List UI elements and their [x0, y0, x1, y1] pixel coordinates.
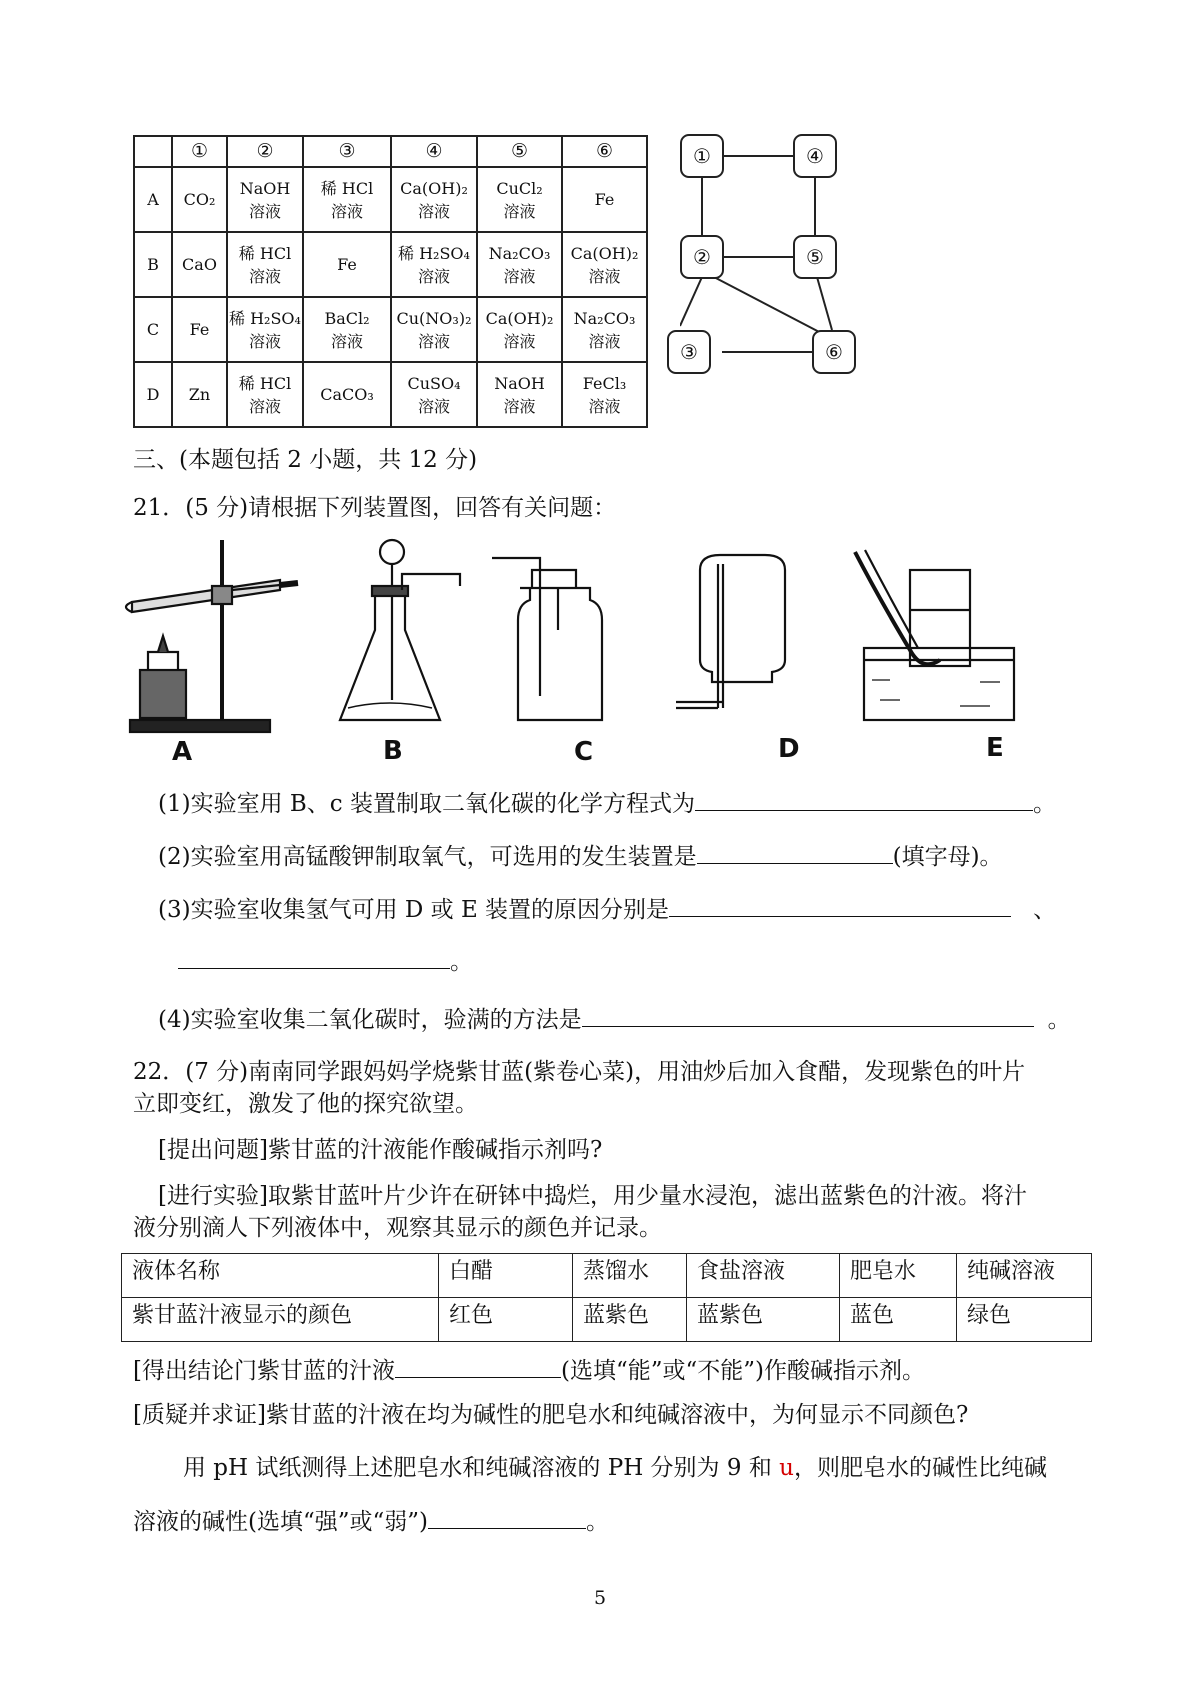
table-cell: 稀 HCl 溶液: [303, 167, 391, 232]
q22-experiment-2: 液分别滴人下列液体中，观察其显示的颜色并记录。: [133, 1215, 662, 1241]
table-row: [122, 1254, 1092, 1298]
table-cell: 绿色: [957, 1298, 1092, 1342]
table-cell: 白醋: [439, 1254, 573, 1298]
apparatus-label-b: B: [383, 736, 403, 766]
section-heading: 三、(本题包括 2 小题，共 12 分): [133, 447, 478, 473]
answer-blank[interactable]: [395, 1355, 561, 1378]
table-cell: Fe: [303, 232, 391, 297]
table-cell: 蒸馏水: [573, 1254, 687, 1298]
table-cell: BaCl₂ 溶液: [303, 297, 391, 362]
table-cell: 稀 HCl 溶液: [227, 232, 303, 297]
apparatus-label-c: C: [574, 737, 594, 767]
row-label: A: [134, 167, 172, 232]
reagent-table: [133, 135, 648, 428]
table-cell: FeCl₃ 溶液: [562, 362, 647, 427]
table-row: [122, 1298, 1092, 1342]
column-header: ③: [303, 136, 391, 167]
q22-stem-1: 22．(7 分)南南同学跟妈妈学烧紫甘蓝(紫卷心菜)，用油炒后加入食醋，发现紫色的叶片: [133, 1059, 1026, 1085]
node-4: ④: [793, 134, 837, 178]
q22-ph-line-2: 溶液的碱性(选填“强”或“弱”) 。: [133, 1506, 609, 1537]
apparatus-label-a: A: [172, 737, 193, 767]
node-2: ②: [680, 235, 724, 279]
column-header: ②: [227, 136, 303, 167]
answer-blank[interactable]: [582, 1004, 1034, 1027]
table-cell: Cu(NO₃)₂ 溶液: [391, 297, 477, 362]
apparatus-label-d: D: [778, 734, 800, 764]
table-cell: Zn: [172, 362, 227, 427]
node-6: ⑥: [812, 330, 856, 374]
q21-part-3: (3)实验室收集氢气可用 D 或 E 装置的原因分别是 、: [158, 894, 1056, 925]
table-row: [134, 297, 647, 362]
row-label: D: [134, 362, 172, 427]
apparatus-drawing: [120, 530, 1110, 770]
page-number: 5: [594, 1587, 607, 1609]
table-cell: CaO: [172, 232, 227, 297]
q21-part-4: (4)实验室收集二氧化碳时，验满的方法是 。: [158, 1004, 1071, 1035]
q22-question: [提出问题]紫甘蓝的汁液能作酸碱指示剂吗?: [158, 1137, 603, 1163]
table-cell: 纯碱溶液: [957, 1254, 1092, 1298]
table-cell: 稀 H₂SO₄ 溶液: [227, 297, 303, 362]
reaction-diagram: [680, 130, 880, 390]
answer-blank[interactable]: [178, 946, 450, 969]
table-cell: CuCl₂ 溶液: [477, 167, 562, 232]
column-header: ①: [172, 136, 227, 167]
column-header: ⑥: [562, 136, 647, 167]
table-cell: CO₂: [172, 167, 227, 232]
apparatus-figures: [120, 530, 1110, 770]
table-cell: 蓝紫色: [687, 1298, 840, 1342]
node-3: ③: [667, 330, 711, 374]
column-header: ⑤: [477, 136, 562, 167]
color-table: [121, 1253, 1092, 1342]
node-5: ⑤: [793, 235, 837, 279]
row-label: C: [134, 297, 172, 362]
q22-ph-line-1: 用 pH 试纸测得上述肥皂水和纯碱溶液的 PH 分别为 9 和 u，则肥皂水的碱性比纯碱: [183, 1455, 1047, 1481]
column-header: ④: [391, 136, 477, 167]
table-cell: 稀 H₂SO₄ 溶液: [391, 232, 477, 297]
column-header: [134, 136, 172, 167]
table-cell: CuSO₄ 溶液: [391, 362, 477, 427]
q21-part-2: (2)实验室用高锰酸钾制取氧气，可选用的发生装置是 (填字母)。: [158, 841, 1003, 872]
table-row: [134, 232, 647, 297]
q22-stem-2: 立即变红，激发了他的探究欲望。: [133, 1091, 478, 1117]
table-cell: Fe: [172, 297, 227, 362]
q21-part-3-cont: 。: [178, 946, 473, 977]
table-cell: 肥皂水: [840, 1254, 957, 1298]
answer-blank[interactable]: [697, 841, 893, 864]
answer-blank[interactable]: [669, 894, 1011, 917]
table-cell: 液体名称: [122, 1254, 439, 1298]
answer-blank[interactable]: [428, 1506, 586, 1529]
table-cell: NaOH 溶液: [227, 167, 303, 232]
reagent-table-header: [134, 136, 647, 167]
table-cell: NaOH 溶液: [477, 362, 562, 427]
row-label: B: [134, 232, 172, 297]
table-cell: 蓝紫色: [573, 1298, 687, 1342]
table-row: [134, 362, 647, 427]
q22-conclusion: [得出结论门紫甘蓝的汁液 (选填“能”或“不能”)作酸碱指示剂。: [133, 1355, 925, 1386]
table-row: [134, 167, 647, 232]
table-cell: Ca(OH)₂ 溶液: [391, 167, 477, 232]
node-1: ①: [680, 134, 724, 178]
question-21-stem: 21．(5 分)请根据下列装置图，回答有关问题：: [133, 495, 617, 521]
highlighted-mark: u: [779, 1455, 794, 1481]
table-cell: Na₂CO₃ 溶液: [477, 232, 562, 297]
table-cell: 红色: [439, 1298, 573, 1342]
table-cell: 食盐溶液: [687, 1254, 840, 1298]
q21-part-1: (1)实验室用 B、c 装置制取二氧化碳的化学方程式为 。: [158, 788, 1056, 819]
q22-experiment-1: [进行实验]取紫甘蓝叶片少许在研钵中捣烂，用少量水浸泡，滤出蓝紫色的汁液。将汁: [158, 1183, 1027, 1209]
table-cell: 紫甘蓝汁液显示的颜色: [122, 1298, 439, 1342]
table-cell: Ca(OH)₂ 溶液: [477, 297, 562, 362]
table-cell: 蓝色: [840, 1298, 957, 1342]
table-cell: Fe: [562, 167, 647, 232]
table-cell: 稀 HCl 溶液: [227, 362, 303, 427]
apparatus-label-e: E: [986, 733, 1004, 763]
table-cell: CaCO₃: [303, 362, 391, 427]
answer-blank[interactable]: [695, 788, 1033, 811]
table-cell: Na₂CO₃ 溶液: [562, 297, 647, 362]
table-cell: Ca(OH)₂ 溶液: [562, 232, 647, 297]
q22-doubt: [质疑并求证]紫甘蓝的汁液在均为碱性的肥皂水和纯碱溶液中，为何显示不同颜色?: [133, 1402, 969, 1428]
